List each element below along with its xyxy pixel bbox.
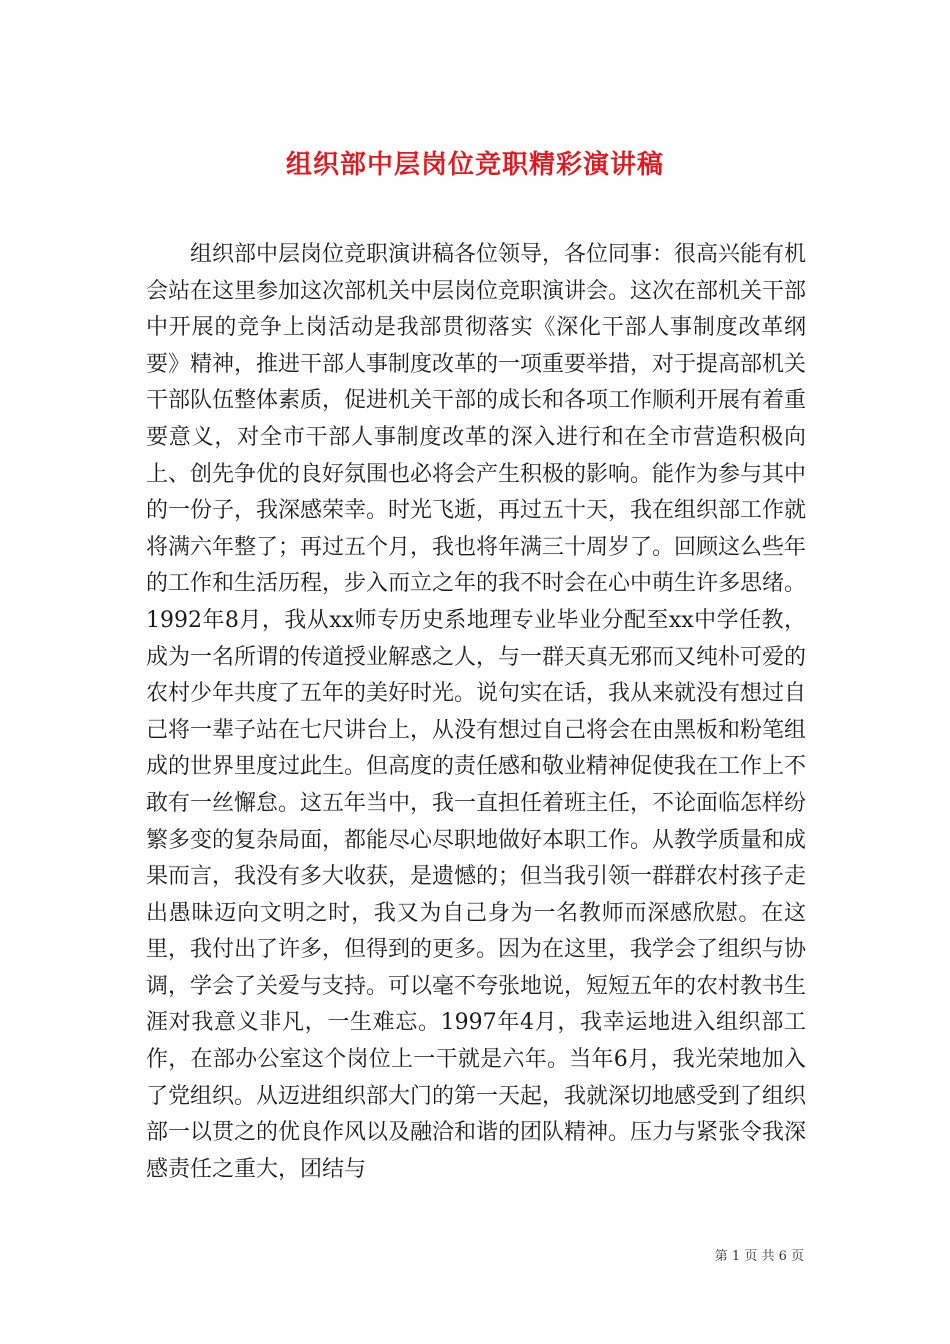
body-paragraph: 组织部中层岗位竞职演讲稿各位领导，各位同事：很高兴能有机会站在这里参加这次部机关中层岗位竞职演讲会。这次在部机关干部中开展的竞争上岗活动是我部贯彻落实《深化干部人事制度改革纲要》精神，推进干部人事制度改革的一项重要举措，对于提高部机关干部队伍整体素质，促进机关干部的成长和各项工作顺利开展有着重要意义，对全市干部人事制度改革的深入进行和在全市营造积极向上、创先争优的良好氛围也必将会产生积极的影响。能作为参与其中的一份子，我深感荣幸。时光飞逝，再过五十天，我在组织部工作就将满六年整了；再过五个月，我也将年满三十周岁了。回顾这么些年的工作和生活历程，步入而立之年的我不时会在心中萌生许多思绪。1992年8月，我从xx师专历史系地理专业毕业分配至xx中学任教，成为一名所谓的传道授业解惑之人，与一群天真无邪而又纯朴可爱的农村少年共度了五年的美好时光。说句实在话，我从来就没有想过自己将一辈子站在七尺讲台上，从没有想过自己将会在由黑板和粉笔组成的世界里度过此生。但高度的责任感和敬业精神促使我在工作上不敢有一丝懈怠。这五年当中，我一直担任着班主任，不论面临怎样纷繁多变的复杂局面，都能尽心尽职地做好本职工作。从教学质量和成果而言，我没有多大收获，是遗憾的；但当我引领一群群农村孩子走出愚昧迈向文明之时，我又为自己身为一名教师而深感欣慰。在这里，我付出了许多，但得到的更多。因为在这里，我学会了组织与协调，学会了关爱与支持。可以毫不夸张地说，短短五年的农村教书生涯对我意义非凡，一生难忘。1997年4月，我幸运地进入组织部工作，在部办公室这个岗位上一干就是六年。当年6月，我光荣地加入了党组织。从迈进组织部大门的第一天起，我就深切地感受到了组织部一以贯之的优良作风以及融洽和谐的团队精神。压力与紧张令我深感责任之重大，团结与 (146, 242, 807, 1182)
page-title: 组织部中层岗位竞职精彩演讲稿 (285, 150, 664, 181)
page-number: 第 1 页 共 6 页 (714, 1249, 804, 1264)
